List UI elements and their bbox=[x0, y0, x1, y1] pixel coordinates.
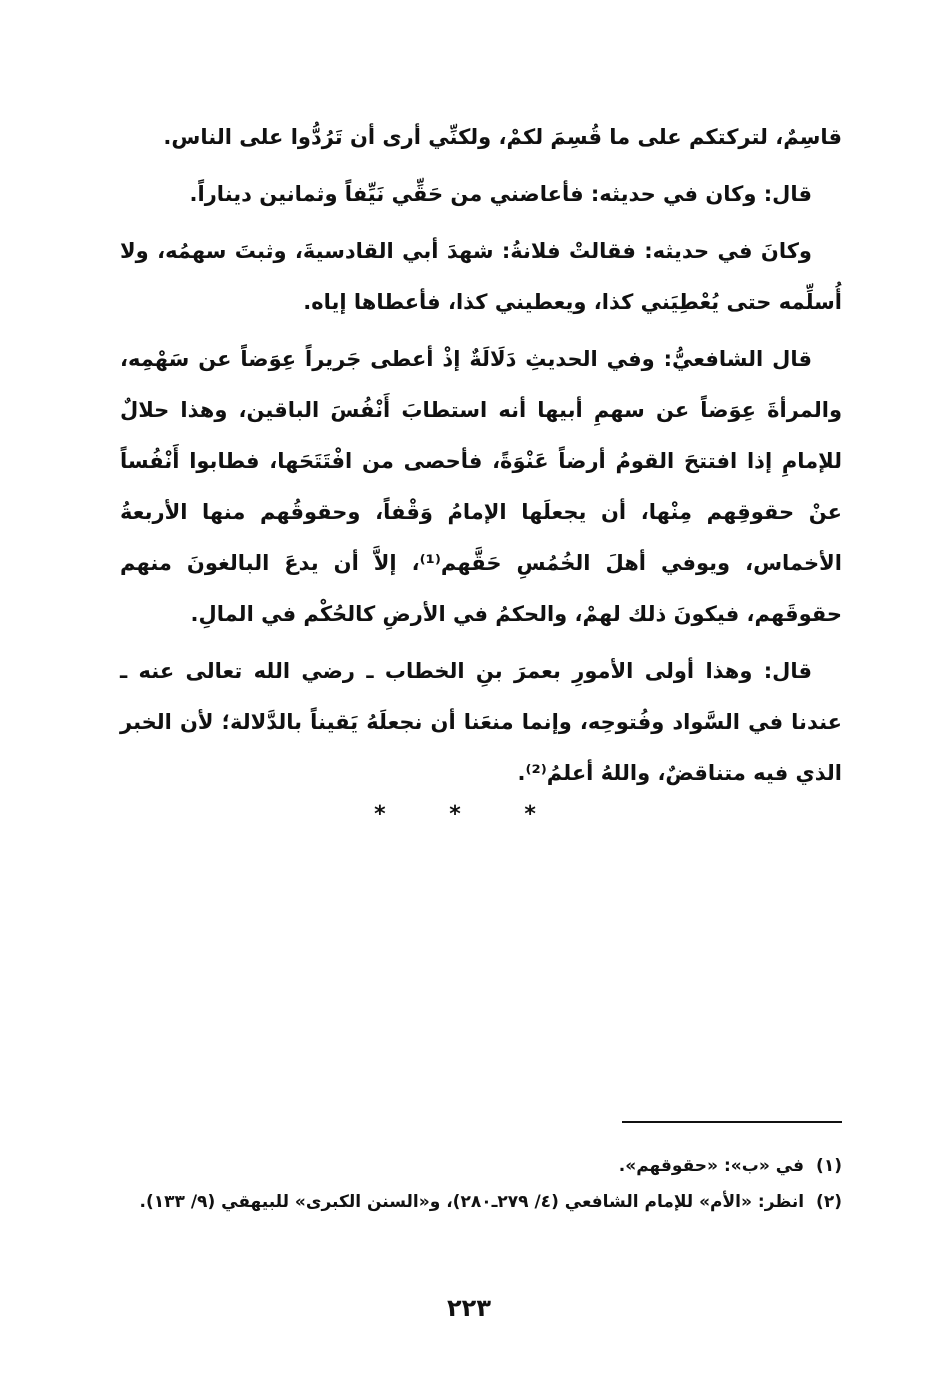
section-separator: * * * bbox=[374, 802, 564, 827]
footnote-1 bbox=[120, 1148, 842, 1184]
footnote-number: (٢) bbox=[816, 1192, 842, 1212]
page-number: ٢٢٣ bbox=[447, 1294, 491, 1322]
paragraph-4: قال الشافعيُّ: وفي الحديثِ دَلَالَةٌ إذْ أعطى جَريراً عِوَضاً عن سَهْمِه، والمرأةَ عِوَضاً عن سهمِ أبيها أنه استطابَ أَنْفُسَ الباقين، وهذا حلالٌ للإمامِ إذا افتتحَ القومُ أرضاً عَنْوَةً، فأحصى من افْتَتَحَها، فطابوا أَنْفُساً عنْ حقوقِهم مِنْها، أن يجعلَها الإمامُ وَقْفاً، وحقوقُهم منها الأربعةُ الأخماس، ويوفي أهلَ الخُمُسِ حَقَّهم⁽¹⁾، إلاَّ أن يدعَ البالغونَ منهم حقوقَهم، فيكونَ ذلك لهمْ، والحكمُ في الأرضِ كالحُكْم في المالِ. bbox=[120, 347, 842, 626]
footnote-text: انظر: «الأم» للإمام الشافعي (٤/ ٢٧٩ـ٢٨٠)، و«السنن الكبرى» للبيهقي (٩/ ١٣٣). bbox=[139, 1192, 805, 1212]
paragraph-1: قاسِمٌ، لتركتكم على ما قُسِمَ لكمْ، ولكنِّي أرى أن تَرُدُّوا على الناس. bbox=[163, 125, 842, 149]
main-text bbox=[120, 112, 842, 799]
footnote-text: في «ب»: «حقوقهم». bbox=[618, 1156, 805, 1176]
paragraph-2: قال: وكان في حديثه: فأعاضني من حَقِّي نَيِّفاً وثمانين ديناراً. bbox=[189, 182, 812, 206]
paragraph-3: وكانَ في حديثه: فقالتْ فلانةُ: شهدَ أبي القادسيةَ، وثبتَ سهمُه، ولا أُسلِّمه حتى يُعْطِيَني كذا، ويعطيني كذا، فأعطاها إياه. bbox=[120, 239, 842, 314]
footnotes bbox=[120, 1148, 842, 1220]
paragraph-5: قال: وهذا أولى الأمورِ بعمرَ بنِ الخطاب ـ رضي الله تعالى عنه ـ عندنا في السَّواد وفُتوحِه، وإنما منعَنا أن نجعلَهُ يَقيناً بالدَّلالة؛ لأن الخبر الذي فيه متناقضٌ، واللهُ أعلمُ⁽²⁾. bbox=[120, 659, 842, 785]
footnote-number: (١) bbox=[816, 1156, 842, 1176]
footnote-2 bbox=[120, 1184, 842, 1220]
footnote-rule bbox=[622, 1121, 842, 1123]
